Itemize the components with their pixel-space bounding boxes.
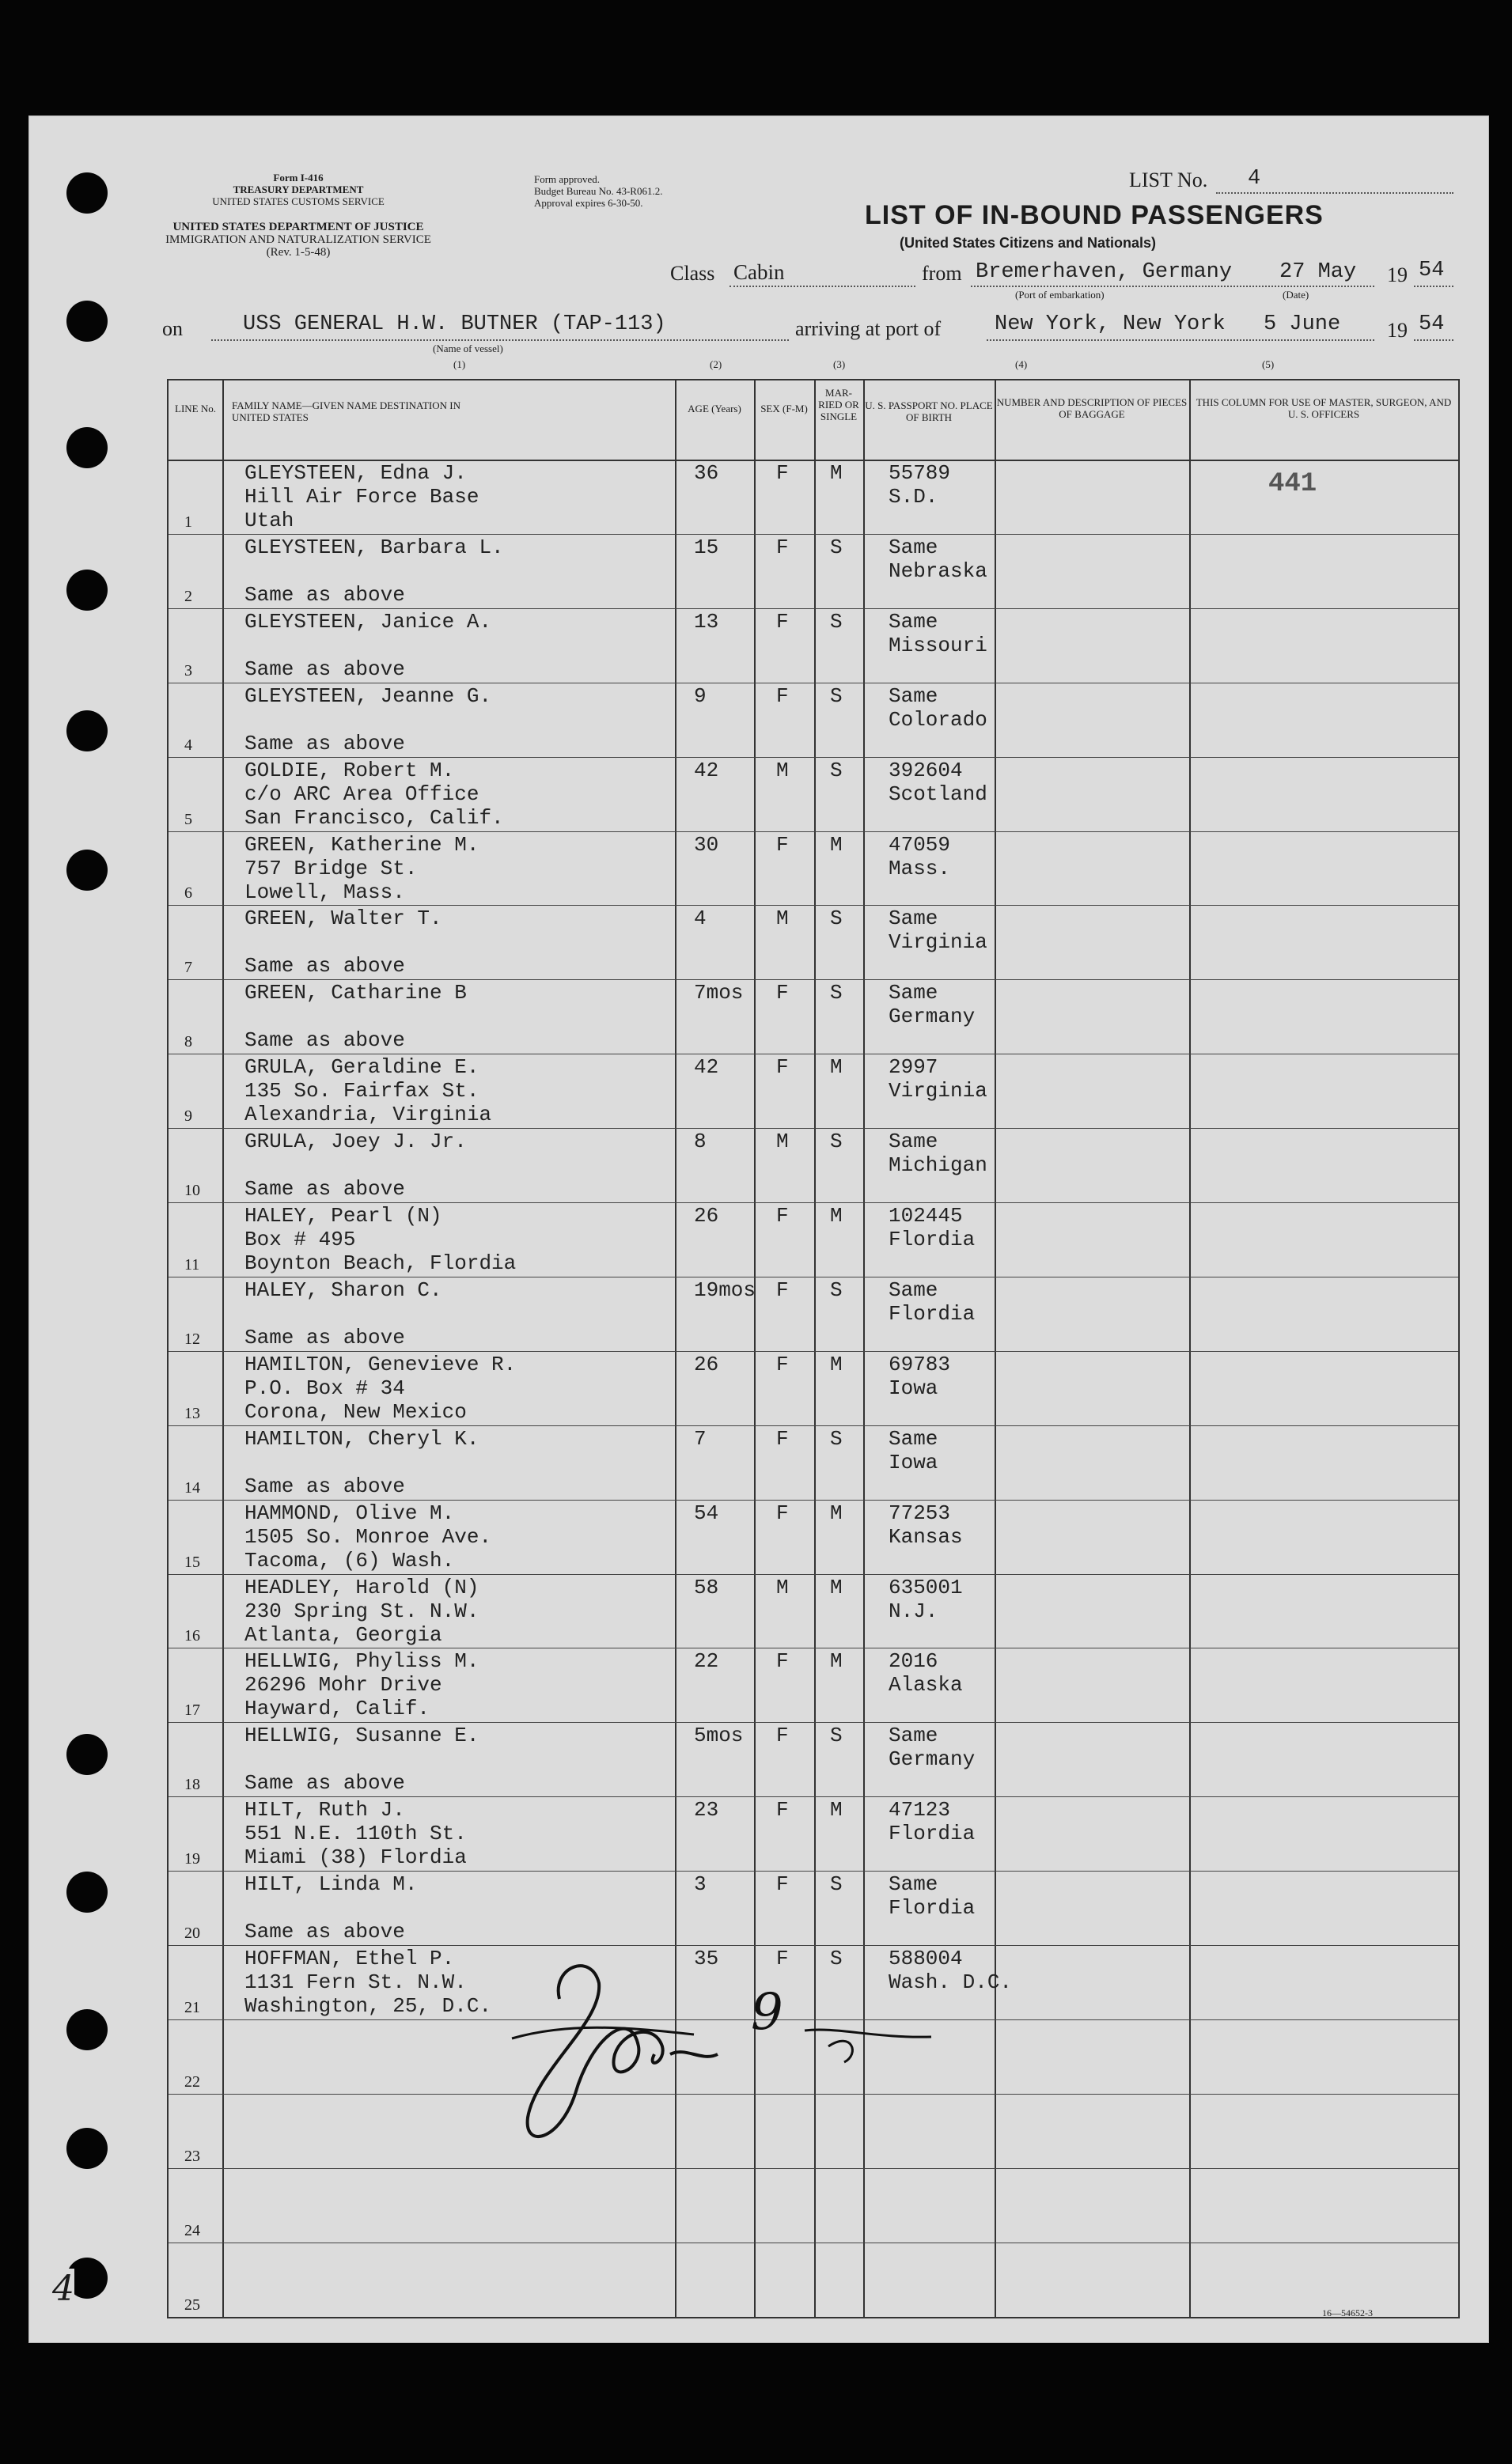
passport-number: Same — [889, 1277, 938, 1302]
from-line — [971, 286, 1374, 287]
place-of-birth: Wash. D.C. — [889, 1970, 1013, 1994]
binder-hole — [66, 1872, 108, 1913]
passenger-address-1: 230 Spring St. N.W. — [244, 1599, 479, 1623]
passenger-address-2: Same as above — [244, 1474, 405, 1498]
col2-caption: (2) — [710, 358, 722, 370]
passenger-name: HELLWIG, Susanne E. — [244, 1724, 479, 1748]
passport-number: 2016 — [889, 1649, 938, 1674]
passport-number: Same — [889, 535, 938, 559]
col-header-sex: SEX (F-M) — [760, 403, 808, 414]
binder-hole — [66, 850, 108, 891]
row-divider — [169, 1351, 1458, 1352]
from-year-line — [1414, 286, 1453, 287]
signature — [504, 1936, 947, 2173]
passenger-sex: F — [776, 1501, 789, 1525]
place-of-birth: Kansas — [889, 1524, 963, 1549]
passenger-sex: F — [776, 1649, 789, 1674]
page-subtitle: (United States Citizens and Nationals) — [900, 235, 1157, 251]
vessel-name: USS GENERAL H.W. BUTNER (TAP-113) — [243, 312, 666, 336]
row-line-number: 20 — [184, 1925, 200, 1942]
passenger-age: 42 — [694, 1055, 719, 1080]
passenger-marital-status: S — [830, 1724, 843, 1748]
passenger-age: 9 — [694, 683, 707, 708]
list-number-value: 4 — [1248, 167, 1261, 191]
passenger-age: 26 — [694, 1204, 719, 1228]
row-line-number: 14 — [184, 1478, 200, 1497]
col-header-officers: THIS COLUMN FOR USE OF MASTER, SURGEON, AND U. S. OFFICERS — [1196, 396, 1452, 420]
passenger-address-1: 757 Bridge St. — [244, 856, 418, 880]
place-of-birth: Colorado — [889, 707, 987, 732]
row-line-number: 12 — [184, 1330, 200, 1348]
arrival-year-prefix: 19 — [1387, 319, 1408, 342]
passenger-age: 8 — [694, 1130, 707, 1154]
col4-caption: (4) — [1015, 358, 1028, 370]
treasury-label: TREASURY DEPARTMENT — [233, 184, 364, 195]
budget-label: Budget Bureau No. 43-R061.2. — [534, 185, 663, 197]
passenger-marital-status: S — [830, 683, 843, 708]
passport-number: 588004 — [889, 1947, 963, 1970]
passenger-sex: F — [776, 1352, 789, 1376]
passenger-address-2: Utah — [244, 509, 294, 532]
passenger-age: 58 — [694, 1575, 719, 1599]
row-divider — [169, 608, 1458, 609]
passenger-address-2: Same as above — [244, 731, 405, 755]
binder-hole — [66, 570, 108, 611]
justice-block — [156, 221, 441, 259]
passport-number: 55789 — [889, 461, 951, 485]
place-of-birth: Michigan — [889, 1153, 987, 1178]
col-header-passport: U. S. PASSPORT NO. PLACE OF BIRTH — [865, 399, 993, 423]
row-line-number: 6 — [184, 884, 192, 903]
passport-number: 635001 — [889, 1575, 963, 1599]
place-of-birth: Missouri — [889, 633, 987, 657]
footer-code: 16—54652-3 — [1322, 2307, 1373, 2318]
passenger-age: 19mos — [694, 1277, 756, 1302]
passenger-address-2: Same as above — [244, 1325, 405, 1349]
passenger-marital-status: S — [830, 758, 843, 782]
from-year: 54 — [1419, 259, 1445, 282]
row-divider — [169, 905, 1458, 906]
passenger-marital-status: M — [830, 461, 843, 485]
from-year-prefix: 19 — [1387, 263, 1408, 286]
place-of-birth: N.J. — [889, 1599, 938, 1623]
passenger-address-2: Same as above — [244, 657, 405, 681]
row-line-number: 19 — [184, 1850, 200, 1868]
passenger-sex: F — [776, 461, 789, 485]
class-label: Class — [670, 262, 715, 285]
passport-number: Same — [889, 981, 938, 1005]
row-line-number: 25 — [184, 2296, 200, 2314]
row-divider — [169, 1425, 1458, 1426]
row-line-number: 17 — [184, 1701, 200, 1720]
passenger-marital-status: M — [830, 1649, 843, 1674]
passenger-address-1: 1131 Fern St. N.W. — [244, 1970, 467, 1994]
manifest-page — [28, 115, 1489, 2343]
place-of-birth: Virginia — [889, 930, 987, 955]
passenger-name: GREEN, Katherine M. — [244, 832, 479, 857]
col-divider-7 — [1189, 380, 1191, 2317]
place-of-birth: Germany — [889, 1747, 976, 1772]
passenger-age: 22 — [694, 1649, 719, 1674]
passenger-sex: M — [776, 906, 789, 931]
passenger-age: 23 — [694, 1798, 719, 1822]
passenger-marital-status: S — [830, 535, 843, 559]
embarkation-port: Bremerhaven, Germany — [976, 260, 1233, 284]
passenger-address-2: Same as above — [244, 1028, 405, 1053]
row-line-number: 16 — [184, 1627, 200, 1645]
row-line-number: 10 — [184, 1182, 200, 1199]
row-divider — [169, 1574, 1458, 1575]
col-header-age: AGE (Years) — [688, 403, 741, 414]
arrival-line — [987, 339, 1374, 341]
passport-number: 102445 — [889, 1204, 963, 1228]
passenger-address-2: Same as above — [244, 1771, 405, 1796]
passenger-name: GLEYSTEEN, Barbara L. — [244, 535, 504, 559]
passport-number: Same — [889, 1130, 938, 1154]
passenger-sex: M — [776, 758, 789, 782]
passenger-address-1: P.O. Box # 34 — [244, 1376, 405, 1400]
passenger-marital-status: M — [830, 832, 843, 857]
passenger-sex: F — [776, 1055, 789, 1080]
row-line-number: 15 — [184, 1553, 200, 1571]
page-title: LIST OF IN-BOUND PASSENGERS — [865, 200, 1324, 230]
passenger-sex: F — [776, 1277, 789, 1302]
col-header-married: MAR-RIED OR SINGLE — [818, 387, 859, 422]
passenger-age: 30 — [694, 832, 719, 857]
passenger-age: 54 — [694, 1501, 719, 1525]
passenger-name: HAMILTON, Genevieve R. — [244, 1352, 517, 1376]
passenger-name: HILT, Ruth J. — [244, 1798, 405, 1822]
place-of-birth: Mass. — [889, 856, 951, 880]
passenger-name: GLEYSTEEN, Edna J. — [244, 461, 467, 485]
row-divider — [169, 831, 1458, 832]
passenger-address-2: Boynton Beach, Flordia — [244, 1251, 517, 1275]
passenger-address-2: Same as above — [244, 582, 405, 607]
passenger-marital-status: S — [830, 609, 843, 634]
passenger-address-1: 26296 Mohr Drive — [244, 1673, 442, 1698]
passenger-name: HAMILTON, Cheryl K. — [244, 1426, 479, 1451]
passenger-name: GREEN, Walter T. — [244, 906, 442, 931]
justice-label: UNITED STATES DEPARTMENT OF JUSTICE — [172, 221, 424, 233]
col-header-line: LINE No. — [175, 403, 216, 414]
place-of-birth: Iowa — [889, 1376, 938, 1400]
binder-hole — [66, 172, 108, 214]
col5-caption: (5) — [1262, 358, 1275, 370]
vessel-caption: (Name of vessel) — [433, 343, 503, 354]
binder-hole — [66, 2009, 108, 2050]
approved-label: Form approved. — [534, 173, 601, 185]
place-of-birth: Nebraska — [889, 558, 987, 583]
passenger-address-2: Atlanta, Georgia — [244, 1622, 442, 1647]
passenger-sex: M — [776, 1130, 789, 1154]
passenger-age: 36 — [694, 461, 719, 485]
place-of-birth: Flordia — [889, 1301, 976, 1326]
class-line — [729, 286, 915, 287]
passenger-name: HALEY, Sharon C. — [244, 1277, 442, 1302]
place-of-birth: Alaska — [889, 1673, 963, 1698]
passenger-age: 26 — [694, 1352, 719, 1376]
col-divider-1 — [222, 380, 224, 2317]
passenger-age: 42 — [694, 758, 719, 782]
passenger-name: HILT, Linda M. — [244, 1872, 418, 1897]
passenger-marital-status: M — [830, 1055, 843, 1080]
passenger-name: GRULA, Geraldine E. — [244, 1055, 479, 1080]
passenger-address-2: Corona, New Mexico — [244, 1399, 467, 1424]
row-line-number: 13 — [184, 1404, 200, 1422]
approval-block — [534, 173, 662, 209]
passenger-address-2: Alexandria, Virginia — [244, 1103, 492, 1127]
passenger-age: 7mos — [694, 981, 744, 1005]
passenger-sex: M — [776, 1575, 789, 1599]
row-line-number: 24 — [184, 2221, 200, 2239]
row-divider — [169, 757, 1458, 758]
passenger-address-2: Washington, 25, D.C. — [244, 1994, 492, 2018]
passenger-name: HEADLEY, Harold (N) — [244, 1575, 479, 1599]
passenger-age: 13 — [694, 609, 719, 634]
signature-mark: 9 — [751, 1983, 783, 2042]
passenger-marital-status: S — [830, 1277, 843, 1302]
row-line-number: 7 — [184, 959, 192, 977]
passenger-sex: F — [776, 1426, 789, 1451]
passenger-age: 3 — [694, 1872, 707, 1897]
col3-caption: (3) — [833, 358, 846, 370]
place-of-birth: Scotland — [889, 782, 987, 806]
col-header-name: FAMILY NAME—GIVEN NAME DESTINATION IN UNITED STATES — [232, 399, 461, 423]
passenger-marital-status: M — [830, 1575, 843, 1599]
passport-number: 2997 — [889, 1055, 938, 1080]
passenger-sex: F — [776, 535, 789, 559]
row-divider — [169, 1500, 1458, 1501]
passenger-name: GOLDIE, Robert M. — [244, 758, 455, 782]
passport-number: Same — [889, 1872, 938, 1897]
row-line-number: 22 — [184, 2072, 200, 2091]
place-of-birth: Virginia — [889, 1079, 987, 1103]
passenger-sex: F — [776, 609, 789, 634]
passenger-marital-status: M — [830, 1501, 843, 1525]
list-number-label: LIST No. — [1129, 168, 1208, 191]
col-header-baggage: NUMBER AND DESCRIPTION OF PIECES OF BAGGAGE — [996, 396, 1188, 420]
binder-hole — [66, 710, 108, 751]
passenger-marital-status: S — [830, 981, 843, 1005]
place-of-birth: Iowa — [889, 1450, 938, 1474]
passenger-address-1: 135 So. Fairfax St. — [244, 1079, 479, 1103]
binder-hole — [66, 2128, 108, 2169]
passenger-name: GLEYSTEEN, Janice A. — [244, 609, 492, 634]
on-label: on — [162, 317, 183, 340]
row-line-number: 11 — [184, 1255, 200, 1274]
row-divider — [169, 1796, 1458, 1797]
passenger-sex: F — [776, 981, 789, 1005]
row-line-number: 5 — [184, 810, 192, 828]
passport-number: Same — [889, 1724, 938, 1748]
date-caption: (Date) — [1283, 289, 1309, 301]
row-line-number: 23 — [184, 2147, 200, 2165]
place-of-birth: Flordia — [889, 1228, 976, 1251]
row-line-number: 3 — [184, 661, 192, 679]
passenger-sex: F — [776, 1724, 789, 1748]
binder-hole — [66, 301, 108, 342]
margin-mark: 4 — [52, 2269, 74, 2309]
passenger-address-2: Miami (38) Flordia — [244, 1845, 467, 1870]
passenger-age: 5mos — [694, 1724, 744, 1748]
passenger-address-1: 1505 So. Monroe Ave. — [244, 1524, 492, 1549]
passport-number: 47059 — [889, 832, 951, 857]
col-divider-6 — [995, 380, 996, 2317]
port-caption: (Port of embarkation) — [1015, 289, 1105, 301]
passport-number: 69783 — [889, 1352, 951, 1376]
from-label: from — [922, 262, 962, 285]
arrival-year-line — [1414, 339, 1453, 341]
immigration-label: IMMIGRATION AND NATURALIZATION SERVICE — [165, 233, 431, 246]
passenger-sex: F — [776, 1947, 789, 1970]
passenger-marital-status: S — [830, 1426, 843, 1451]
passenger-address-1: 551 N.E. 110th St. — [244, 1822, 467, 1846]
arrival-date: 5 June — [1264, 312, 1341, 336]
row-divider — [169, 1202, 1458, 1203]
passenger-name: GLEYSTEEN, Jeanne G. — [244, 683, 492, 708]
row-divider — [169, 979, 1458, 980]
place-of-birth: Germany — [889, 1005, 976, 1029]
passenger-sex: F — [776, 683, 789, 708]
passenger-marital-status: S — [830, 1130, 843, 1154]
binder-hole — [66, 427, 108, 468]
row-divider — [169, 1128, 1458, 1129]
passenger-age: 4 — [694, 906, 707, 931]
passport-number: Same — [889, 609, 938, 634]
passenger-sex: F — [776, 1872, 789, 1897]
place-of-birth: Flordia — [889, 1896, 976, 1921]
class-value: Cabin — [733, 260, 785, 284]
passenger-address-1: c/o ARC Area Office — [244, 782, 479, 806]
row-divider — [169, 534, 1458, 535]
passport-number: Same — [889, 683, 938, 708]
row-line-number: 1 — [184, 513, 192, 531]
passenger-age: 7 — [694, 1426, 707, 1451]
list-number-line — [1216, 192, 1453, 194]
passenger-age: 15 — [694, 535, 719, 559]
passenger-address-2: Same as above — [244, 1920, 405, 1944]
row-divider — [169, 1722, 1458, 1723]
passenger-address-2: Hayward, Calif. — [244, 1697, 430, 1721]
arriving-label: arriving at port of — [795, 317, 942, 340]
row-line-number: 18 — [184, 1776, 200, 1794]
customs-label: UNITED STATES CUSTOMS SERVICE — [212, 195, 385, 207]
row-divider — [169, 1871, 1458, 1872]
passenger-name: GRULA, Joey J. Jr. — [244, 1130, 467, 1154]
passenger-marital-status: M — [830, 1798, 843, 1822]
binder-hole — [66, 1734, 108, 1775]
passenger-address-2: Tacoma, (6) Wash. — [244, 1548, 455, 1573]
passport-number: Same — [889, 906, 938, 931]
passport-number: Same — [889, 1426, 938, 1451]
passenger-address-2: San Francisco, Calif. — [244, 805, 504, 830]
passport-number: 77253 — [889, 1501, 951, 1525]
passenger-age: 35 — [694, 1947, 719, 1970]
passenger-marital-status: M — [830, 1204, 843, 1228]
row-line-number: 4 — [184, 736, 192, 754]
form-info-block — [156, 172, 441, 207]
passenger-name: HOFFMAN, Ethel P. — [244, 1947, 455, 1970]
passenger-address-1: Hill Air Force Base — [244, 485, 479, 509]
row-line-number: 9 — [184, 1107, 192, 1126]
passenger-address-1: Box # 495 — [244, 1228, 356, 1251]
passport-number: 392604 — [889, 758, 963, 782]
embarkation-date: 27 May — [1279, 260, 1357, 284]
passport-number: 47123 — [889, 1798, 951, 1822]
arrival-year: 54 — [1419, 312, 1445, 336]
form-number: Form I-416 — [273, 172, 324, 184]
officer-stamp: 441 — [1268, 469, 1317, 499]
place-of-birth: Flordia — [889, 1822, 976, 1846]
col1-caption: (1) — [453, 358, 466, 370]
row-line-number: 2 — [184, 587, 192, 605]
passenger-marital-status: S — [830, 1872, 843, 1897]
arrival-port: New York, New York — [995, 312, 1226, 336]
passenger-marital-status: S — [830, 1947, 843, 1970]
passenger-name: HALEY, Pearl (N) — [244, 1204, 442, 1228]
passenger-sex: F — [776, 1204, 789, 1228]
vessel-line — [211, 339, 789, 341]
row-line-number: 8 — [184, 1033, 192, 1051]
passenger-sex: F — [776, 1798, 789, 1822]
passenger-marital-status: M — [830, 1352, 843, 1376]
passenger-sex: F — [776, 832, 789, 857]
expires-label: Approval expires 6-30-50. — [534, 197, 643, 209]
place-of-birth: S.D. — [889, 485, 938, 509]
row-line-number: 21 — [184, 1998, 200, 2016]
passenger-name: HELLWIG, Phyliss M. — [244, 1649, 479, 1674]
passenger-name: GREEN, Catharine B — [244, 981, 467, 1005]
passenger-address-2: Same as above — [244, 1177, 405, 1202]
revision-label: (Rev. 1-5-48) — [266, 246, 331, 259]
passenger-address-2: Same as above — [244, 954, 405, 978]
passenger-name: HAMMOND, Olive M. — [244, 1501, 455, 1525]
passenger-marital-status: S — [830, 906, 843, 931]
passenger-address-2: Lowell, Mass. — [244, 880, 405, 904]
